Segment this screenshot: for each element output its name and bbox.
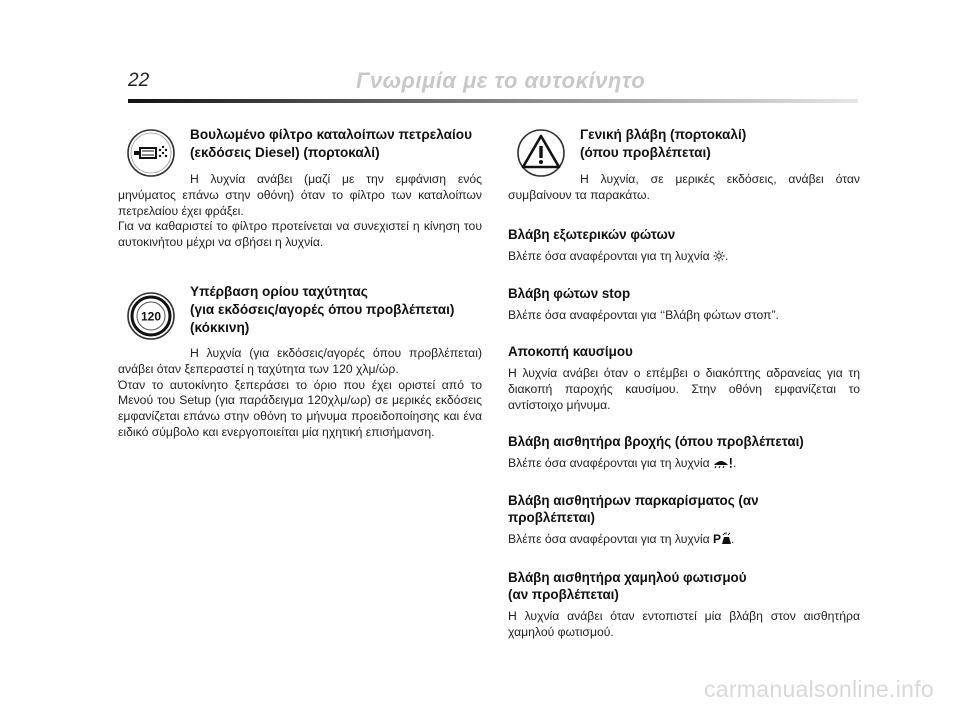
fault-title-line1: Βλάβη αισθητήρων παρκαρίσματος (αν bbox=[508, 493, 759, 509]
speed-section bbox=[118, 283, 482, 441]
fault-text-end: . bbox=[725, 248, 729, 263]
dpf-heading-line2: (εκδόσεις Diesel) (πορτοκαλί) bbox=[190, 145, 380, 160]
fault-title bbox=[508, 569, 860, 603]
speed-paragraph-2: Όταν το αυτοκίνητο ξεπεράσει το όριο που έχει οριστεί από το Μενού του Setup (για παράδειγμα 120χλμ/ωρ) σε μερικές εκδόσεις εμφανίζεται επάνω στην οθόνη το μήνυμα προειδοποίησης και ένα ειδικό σύμβολο και ενεργοποιείται μία ηχητική επισήμανση. bbox=[118, 377, 482, 439]
general-heading-line1: Γενική βλάβη (πορτοκαλί) bbox=[580, 127, 747, 142]
speed-paragraph-1: Η λυχνία (για εκδόσεις/αγορές όπου προβλέπεται) ανάβει όταν ξεπεραστεί η ταχύτητα των 120 χλμ/ώρ. bbox=[118, 345, 482, 376]
fault-text bbox=[508, 456, 860, 474]
fault-title: Βλάβη φώτων stop bbox=[508, 286, 631, 302]
speed-limit-icon-text: 120 bbox=[140, 309, 162, 324]
speed-heading-line2: (για εκδόσεις/αγορές όπου προβλέπεται) bbox=[190, 301, 455, 317]
fault-title: Βλάβη αισθητήρα βροχής (όπου προβλέπεται) bbox=[508, 433, 804, 449]
dpf-paragraph-1: Η λυχνία ανάβει (μαζί με την εμφάνιση ενός μηνύματος επάνω στην οθόνη) όταν το φίλτρο των καταλοίπων πετρελαίου έχει φράξει. bbox=[118, 172, 482, 218]
dpf-heading-line1: Βουλωμένο φίλτρο καταλοίπων πετρελαίου bbox=[190, 127, 473, 142]
speed-heading-line1: Υπέρβαση ορίου ταχύτητας bbox=[190, 283, 368, 299]
fault-text: Η λυχνία ανάβει όταν ο επέμβει ο διακόπτης αδρανείας για τη διακοπή παροχής καυσίμου. Στην οθόνη εμφανίζεται το αντίστοιχο μήνυμα. bbox=[508, 366, 860, 412]
speed-limit-120-icon bbox=[126, 291, 176, 341]
parking-sensor-icon bbox=[713, 532, 731, 550]
fault-text bbox=[508, 532, 860, 550]
svg-text:P: P bbox=[713, 532, 722, 546]
fault-title-line1: Βλάβη αισθητήρα χαμηλού φωτισμού bbox=[508, 570, 747, 586]
rain-sensor-icon bbox=[713, 457, 733, 474]
page-number: 22 bbox=[128, 70, 150, 91]
fault-text-part: Βλέπε όσα αναφέρονται για τη λυχνία bbox=[508, 455, 714, 470]
dpf-paragraph-2: Για να καθαριστεί το φίλτρο προτείνεται να συνεχιστεί η κίνηση του αυτοκινήτου μέχρι να σβήσει η λυχνία. bbox=[118, 219, 482, 250]
fault-section-fuel-cutoff bbox=[508, 343, 860, 413]
general-paragraph: Η λυχνία, σε μερικές εκδόσεις, ανάβει όταν συμβαίνουν τα παρακάτω. bbox=[508, 172, 860, 202]
fault-section-rain-sensor bbox=[508, 433, 860, 474]
fault-text: Η λυχνία ανάβει όταν εντοπιστεί μία βλάβη στον αισθητήρα χαμηλού φωτισμού. bbox=[508, 609, 860, 639]
fault-text-end: . bbox=[731, 532, 735, 547]
fault-section-stop-lights bbox=[508, 285, 860, 324]
right-column bbox=[508, 126, 860, 641]
fault-title bbox=[508, 492, 860, 526]
fault-text-end: . bbox=[733, 455, 737, 470]
fault-text-part: Βλέπε όσα αναφέρονται για τη λυχνία bbox=[508, 532, 714, 547]
fault-title: Βλάβη εξωτερικών φώτων bbox=[508, 226, 676, 242]
watermark: carmanualsonline.info bbox=[703, 676, 934, 702]
left-column bbox=[118, 126, 482, 441]
dpf-section bbox=[118, 126, 482, 251]
fault-text-part: Βλέπε όσα αναφέρονται για τη λυχνία bbox=[508, 248, 714, 263]
warning-triangle-icon bbox=[516, 128, 566, 178]
fault-text bbox=[508, 249, 860, 267]
fault-title: Αποκοπή καυσίμου bbox=[508, 344, 633, 360]
fault-text: Βλέπε όσα αναφέρονται για ‘‘Βλάβη φώτων στοπ”. bbox=[508, 308, 779, 323]
page-title: Γνωριμία με το αυτοκίνητο bbox=[356, 68, 646, 93]
general-failure-section bbox=[508, 126, 860, 204]
fault-section-light-sensor bbox=[508, 569, 860, 641]
speed-heading-line3: (κόκκινη) bbox=[190, 319, 250, 335]
fault-section-exterior-lights bbox=[508, 226, 860, 267]
exterior-light-icon bbox=[713, 250, 725, 267]
header-rule bbox=[128, 99, 858, 103]
fault-title-line2: (αν προβλέπεται) bbox=[508, 587, 619, 603]
fault-title-line2: προβλέπεται) bbox=[508, 510, 595, 526]
diesel-particulate-filter-icon bbox=[126, 128, 176, 178]
fault-section-parking-sensors bbox=[508, 492, 860, 550]
general-heading-line2: (όπου προβλέπεται) bbox=[580, 145, 711, 160]
